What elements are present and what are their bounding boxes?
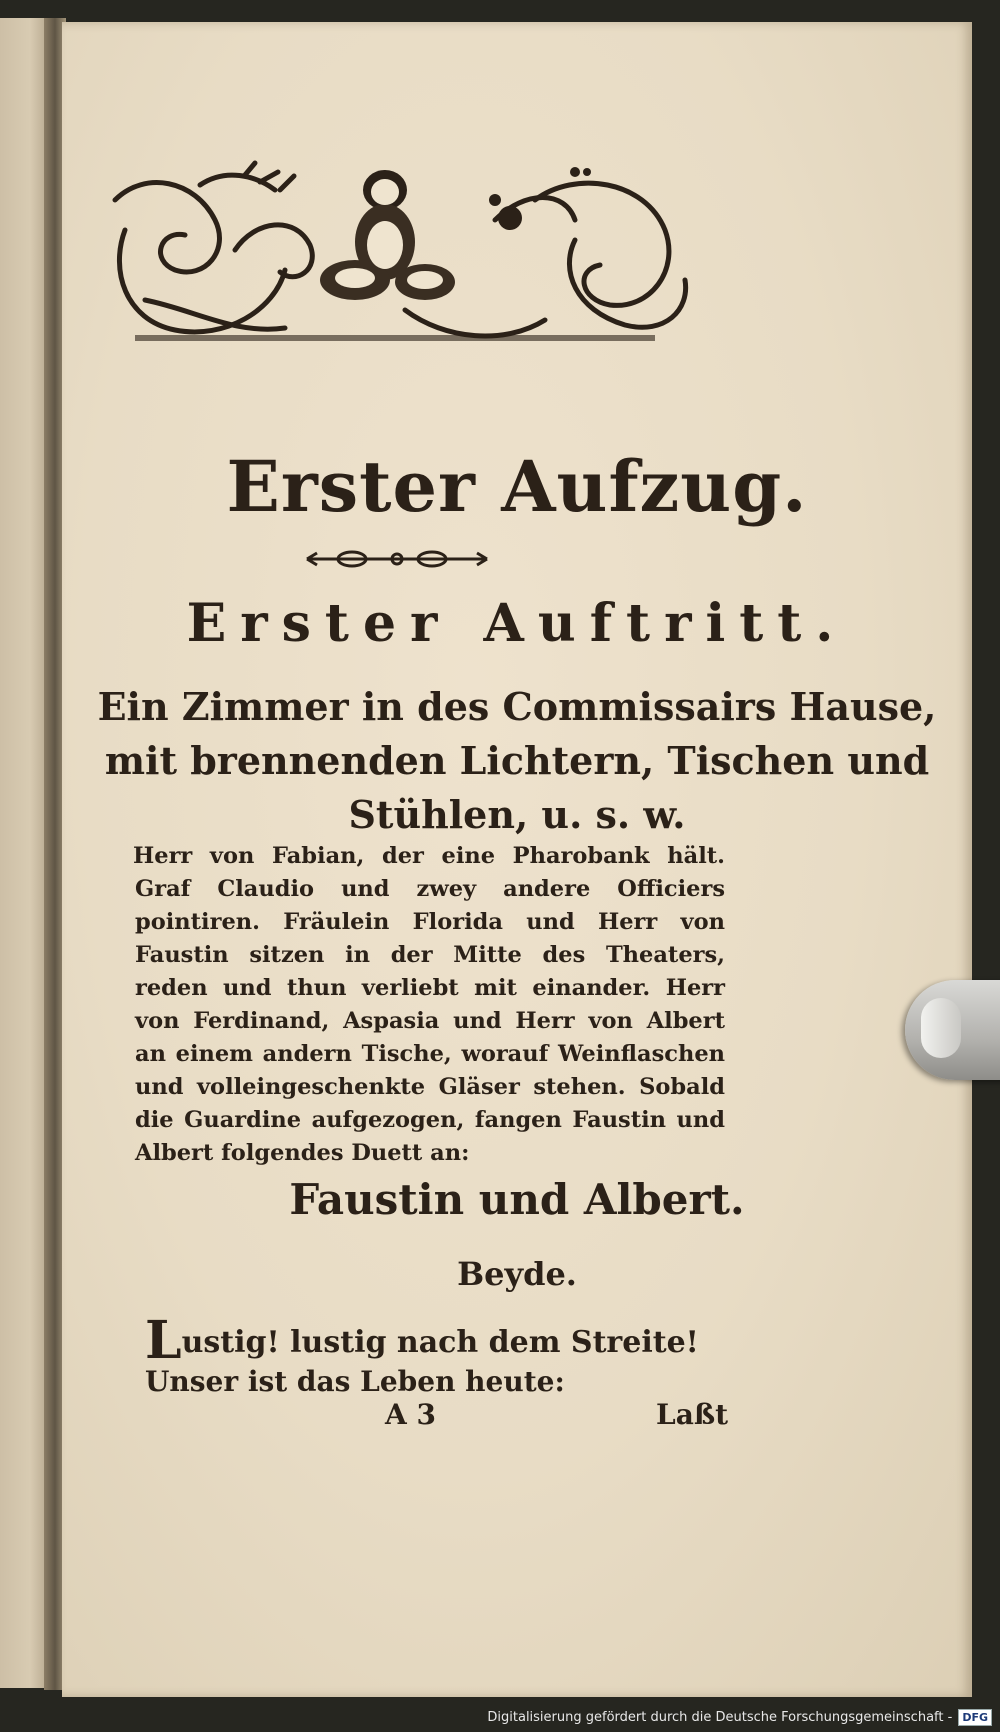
cherub-vignette-ornament bbox=[105, 160, 695, 355]
signature-mark: A 3 bbox=[385, 1398, 436, 1431]
catchword: Laßt bbox=[656, 1398, 729, 1431]
scene-title: Erster Auftritt. bbox=[186, 593, 848, 654]
setting-line: Ein Zimmer in des Commissairs Hause, bbox=[97, 684, 937, 729]
scanner-thumb-holder bbox=[905, 980, 1000, 1080]
verse-text: ustig! lustig nach dem Streite! bbox=[181, 1325, 699, 1360]
digitization-footer bbox=[487, 1704, 992, 1730]
speaker-heading: Faustin und Albert. bbox=[289, 1175, 745, 1224]
scene-setting bbox=[62, 680, 972, 842]
ornamental-divider bbox=[302, 548, 492, 570]
verse-line bbox=[145, 1310, 699, 1371]
setting-line: mit brennenden Lichtern, Tischen und bbox=[104, 738, 930, 783]
left-page-edge bbox=[0, 18, 50, 1688]
sub-speaker-heading: Beyde. bbox=[457, 1255, 577, 1293]
drop-cap: L bbox=[145, 1310, 182, 1371]
dfg-logo: DFG bbox=[958, 1709, 992, 1726]
footer-text: Digitalisierung gefördert durch die Deutsche Forschungsgemeinschaft - bbox=[487, 1709, 953, 1725]
verse-line: Unser ist das Leben heute: bbox=[145, 1365, 565, 1398]
setting-line: Stühlen, u. s. w. bbox=[348, 792, 686, 837]
stage-direction: Herr von Fabian, der eine Pharobank hält. Graf Claudio und zwey andere Officiers pointiren. Fräulein Florida und Herr von Faustin sitzen in der Mitte des Theaters, reden und thun verliebt mit einander. Herr von Ferdinand, Aspasia und Herr von Albert an einem andern Tische, worauf Weinflaschen und volleingeschenkte Gläser stehen. Sobald die Guardine aufgezogen, fangen Faustin und Albert folgendes Duett an: bbox=[133, 843, 725, 1166]
act-title: Erster Aufzug. bbox=[226, 445, 808, 528]
